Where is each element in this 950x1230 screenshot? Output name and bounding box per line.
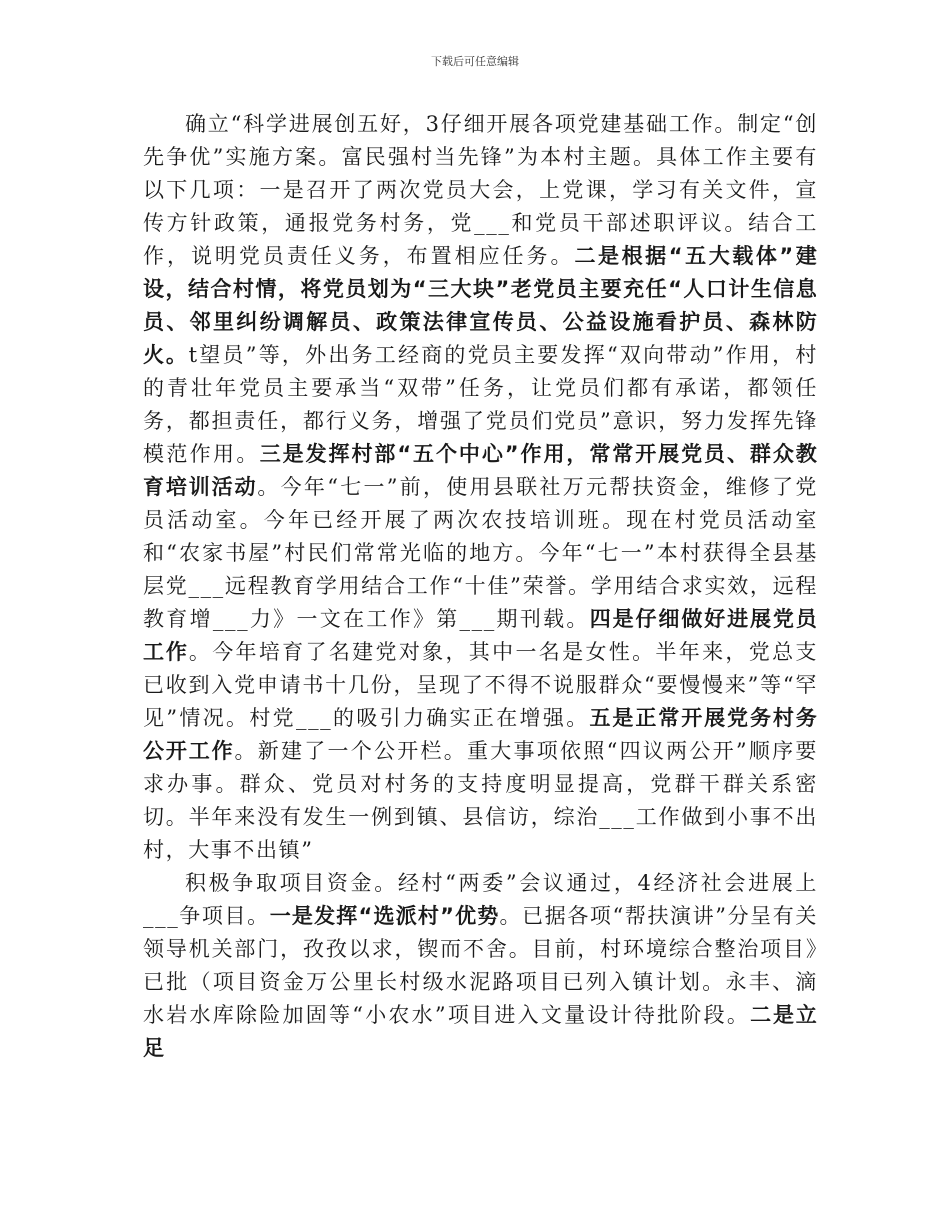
- bold-text-run: 四是仔细做好进展党员工作: [143, 607, 818, 664]
- bold-text-run: 一是发挥“选派村”优势: [269, 904, 500, 928]
- document-body: [143, 108, 818, 1065]
- text-run: 。今年“七一”前，使用县联社万元帮扶资金，维修了党员活动室。今年已经开展了两次农技培训班。现在村党员活动室和“农家书屋”村民们常常光临的地方。今年“七一”本村获得全县基层党___远程教育学用结合工作“十佳”荣誉。学用结合求实效，远程教育增___力》一文在工作》第___期刊载。: [143, 475, 818, 631]
- paragraph-2: [143, 867, 818, 1065]
- page-header: 下载后可任意编辑: [431, 55, 519, 68]
- text-run: 。已据各项“帮扶演讲”分呈有关领导机关部门，孜孜以求，锲而不舍。目前，村环境综合整治项目》已批（项目资金万公里长村级水泥路项目已列入镇计划。永丰、滴水岩水库除险加固等“小农水”项目进入文量设计待批阶段。: [143, 904, 818, 1027]
- text-run: 积极争取项目资金。经村“两委”会议通过，4经济社会进展上___争项目。: [143, 871, 818, 928]
- bold-text-run: 二是立足: [143, 1003, 819, 1060]
- bold-text-run: 五是正常开展党务村务公开工作: [143, 706, 818, 763]
- text-run: t望员”等，外出务工经商的党员主要发挥“双向带动”作用，村的青壮年党员主要承当“双带”任务，让党员们都有承诺，都领任务，都担责任，都行义务，增强了党员们党员”意识，努力发挥先锋模范作用。: [143, 343, 818, 466]
- text-run: 确立“科学进展创五好，3仔细开展各项党建基础工作。制定“创先争优”实施方案。富民强村当先锋”为本村主题。具体工作主要有以下几项：一是召开了两次党员大会，上党课，学习有关文件，宣传方针政策，通报党务村务，党___和党员干部述职评议。结合工作，说明党员责任义务，布置相应任务。: [143, 112, 818, 268]
- paragraph-1: [143, 108, 818, 867]
- bold-text-run: 二是根据“五大载体”建设，结合村情，将党员划为“三大块”老党员主要充任“人口计生信息员、邻里纠纷调解员、政策法律宣传员、公益设施看护员、森林防火。: [143, 244, 818, 367]
- text-run: 。今年培育了名建党对象，其中一名是女性。半年来，党总支已收到入党申请书十几份，呈现了不得不说服群众“要慢慢来”等“罕见”情况。村党___的吸引力确实正在增强。: [143, 640, 818, 730]
- text-run: 。新建了一个公开栏。重大事项依照“四议两公开”顺序要求办事。群众、党员对村务的支持度明显提高，党群干群关系密切。半年来没有发生一例到镇、县信访，综治___工作做到小事不出村，大事不出镇”: [143, 739, 818, 862]
- bold-text-run: 三是发挥村部“五个中心”作用，常常开展党员、群众教育培训活动: [143, 442, 818, 499]
